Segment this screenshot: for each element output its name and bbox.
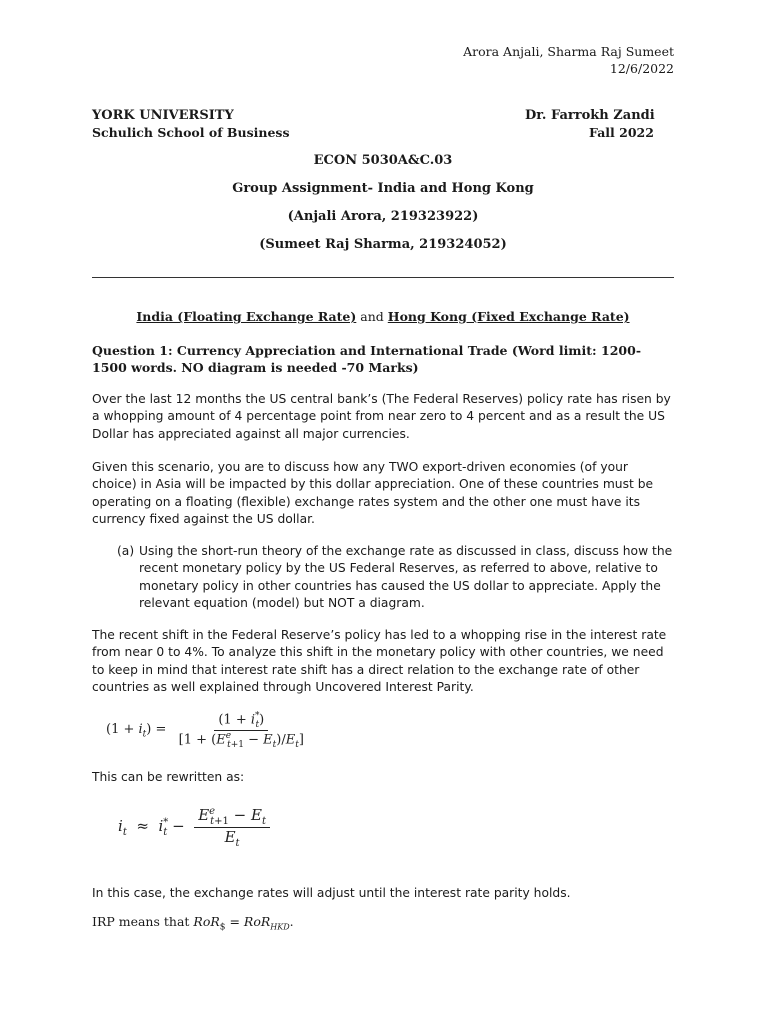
irp-line — [92, 913, 674, 937]
irp-lhs: RoR — [193, 914, 220, 929]
irp-lhs-sub: $ — [219, 922, 226, 933]
irp-rhs: RoR — [243, 914, 271, 929]
paragraph-1: Over the last 12 months the US central bank’s (The Federal Reserves) policy rate has risen by a whopping amount of 4 percentage point from near zero to 4 percent and as a result the US Dollar has appreciated against all major currencies. — [92, 392, 671, 441]
university-name: YORK UNIVERSITY — [92, 108, 234, 123]
paragraph-3: The recent shift in the Federal Reserve’s policy has led to a whopping rise in the interest rate from near 0 to 4%. To analyze this shift in the monetary policy with other countries, we need to keep in mind that interest rate shift has a direct relation to the exchange rate of other countries as well explained through Uncovered Interest Parity. — [92, 628, 667, 695]
paragraph-2: Given this scenario, you are to discuss how any TWO export-driven economies (of your choice) in Asia will be impacted by this dollar appreciation. One of these countries must be operating on a floating (flexible) exchange rates system and the other one must have its currency fixed against the US dollar. — [92, 460, 654, 527]
subtitle-india: India (Floating Exchange Rate) — [136, 309, 357, 324]
school-name: Schulich School of Business — [92, 125, 290, 140]
question-1-heading: Question 1: Currency Appreciation and International Trade (Word limit: 1200- 1500 words. NO diagram is needed -70 Marks) — [92, 343, 642, 376]
uip-approximation-equation: $i_t \approx i^*_t$ − $\frac{E^e_{t+1} - E_t}{E_t}$ — [118, 806, 270, 849]
subtitle — [92, 309, 674, 324]
course-code: ECON 5030A&C.03 — [313, 153, 453, 168]
irp-suffix: . — [289, 914, 294, 929]
irp-equals: = — [225, 914, 244, 929]
student-2: (Sumeet Raj Sharma, 219324052) — [259, 237, 507, 252]
date-header: 12/6/2022 — [609, 61, 674, 76]
item-a-text: Using the short-run theory of the exchange rate as discussed in class, discuss how the recent monetary policy by the US Federal Reserves, as referred to above, relative to monetary policy in other countries has caused the US dollar to appreciate. Apply the relevant equation (model) but NOT a diagram. — [139, 544, 673, 611]
rewritten-label: This can be rewritten as: — [92, 770, 245, 784]
subtitle-connector: and — [356, 309, 388, 324]
irp-prefix: IRP means that — [92, 914, 194, 929]
subtitle-hong-kong: Hong Kong (Fixed Exchange Rate) — [387, 309, 630, 324]
assignment-title: Group Assignment- India and Hong Kong — [232, 181, 534, 196]
horizontal-divider — [92, 277, 674, 278]
uip-equation: $(1 + i_t)$ = $\frac{(1 + i^*_t)}{[1 + (E^e_{t+1} - E_t)/E_t]}$ — [106, 711, 304, 750]
authors-header: Arora Anjali, Sharma Raj Sumeet — [463, 44, 674, 59]
professor-name: Dr. Farrokh Zandi — [525, 108, 655, 123]
item-a-marker: (a) — [117, 544, 135, 558]
irp-rhs-sub: HKD — [270, 922, 290, 932]
paragraph-4: In this case, the exchange rates will adjust until the interest rate parity holds. — [92, 886, 571, 900]
term: Fall 2022 — [589, 125, 654, 140]
student-1: (Anjali Arora, 219323922) — [287, 209, 479, 224]
